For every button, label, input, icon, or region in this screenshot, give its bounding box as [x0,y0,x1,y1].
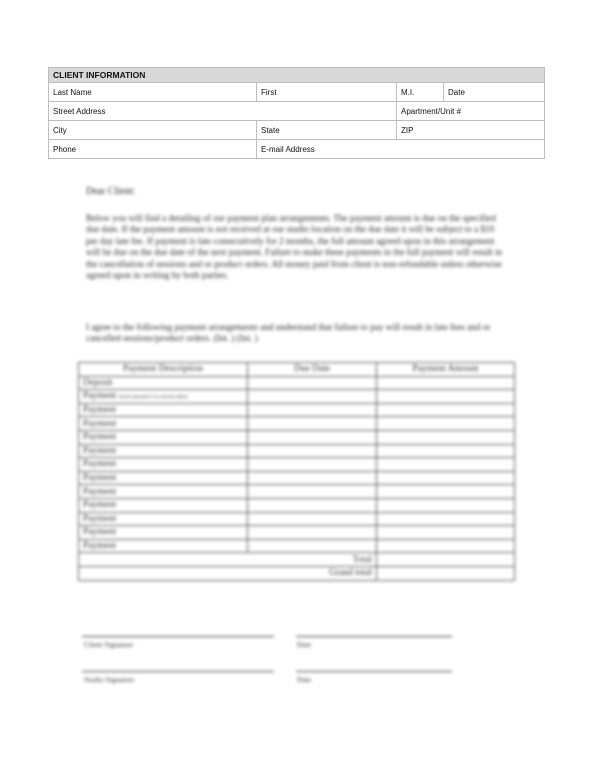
street-address-field[interactable]: Street Address [49,102,397,121]
payment-description-cell[interactable] [79,430,248,444]
column-header-due-date: Due Date [248,363,377,377]
payment-description-cell[interactable] [79,471,248,485]
due-date-cell[interactable] [248,539,377,553]
payment-description-cell[interactable] [79,512,248,526]
table-row [79,430,515,444]
studio-date-line[interactable] [296,671,452,672]
due-date-cell[interactable] [248,403,377,417]
payment-amount-cell[interactable] [377,498,515,512]
payment-amount-cell[interactable] [377,417,515,431]
payment-description-cell[interactable] [79,376,248,390]
total-amount-cell[interactable] [377,553,515,567]
last-name-field[interactable]: Last Name [49,83,257,102]
due-date-cell[interactable] [248,526,377,540]
table-row [79,376,515,390]
table-row [79,458,515,472]
payment-description-cell[interactable] [79,498,248,512]
payment-description-text: Payment [83,473,117,484]
payment-description-text: Payment [83,418,117,429]
middle-initial-field[interactable]: M.I. [397,83,444,102]
table-row [79,539,515,553]
letter-salutation: Dear Client: [86,186,136,197]
payment-description-cell[interactable] [79,390,248,404]
table-row [79,403,515,417]
letter-paragraph-terms: Below you will find a detailing of our payment plan arrangements. The payment amount is due on the specified due date. If the payment amount is not received at our studio location on the due date it will be subject to a $10 per day late fee. If payment is late consecutively for 2 months, the full amount agreed upon in this arrangement will be due on the due date of the next payment. Failure to make these payments in the full payment will result in the cancellation of sessions and or product orders. All money paid from client is non-refundable unless otherwise agreed upon in writing by both parties. [86,213,503,281]
due-date-cell[interactable] [248,458,377,472]
payment-description-text: Payment [83,459,117,470]
total-label: Total [79,553,377,567]
payment-description-cell[interactable] [79,539,248,553]
payment-amount-cell[interactable] [377,430,515,444]
due-date-cell[interactable] [248,417,377,431]
phone-field[interactable]: Phone [49,140,257,159]
payment-description-text: Payment [83,500,117,511]
payment-description-text: Payment [83,486,117,497]
client-information-heading: CLIENT INFORMATION [49,68,545,83]
payment-description-text: Payment [83,405,117,416]
client-signature-line[interactable] [82,636,274,637]
payment-description-text: Payment [83,432,117,443]
due-date-cell[interactable] [248,471,377,485]
table-row [79,498,515,512]
table-row [79,444,515,458]
client-information-table [48,67,545,159]
column-header-description: Payment Description [79,363,248,377]
client-date-line[interactable] [296,636,452,637]
column-header-payment-amount: Payment Amount [377,363,515,377]
grand-total-label: Grand total [79,566,377,580]
table-row [79,485,515,499]
payment-description-text: Payment [83,541,117,552]
payment-amount-cell[interactable] [377,376,515,390]
table-row [79,390,515,404]
payment-description-cell[interactable] [79,458,248,472]
payment-description-cell[interactable] [79,526,248,540]
payment-description-text: Deposit [83,377,113,388]
payment-description-text: Payment [83,445,117,456]
date-field[interactable]: Date [444,83,545,102]
first-name-field[interactable]: First [257,83,397,102]
payment-description-cell[interactable] [79,485,248,499]
email-field[interactable]: E-mail Address [257,140,545,159]
state-field[interactable]: State [257,121,397,140]
apartment-unit-field[interactable]: Apartment/Unit # [397,102,545,121]
city-field[interactable]: City [49,121,257,140]
payment-amount-cell[interactable] [377,390,515,404]
payment-description-text: Payment [83,391,117,402]
payment-description-cell[interactable] [79,417,248,431]
payment-amount-cell[interactable] [377,471,515,485]
payment-schedule-table [78,362,515,581]
grand-total-amount-cell[interactable] [377,566,515,580]
payment-amount-cell[interactable] [377,403,515,417]
due-date-cell[interactable] [248,498,377,512]
due-date-cell[interactable] [248,485,377,499]
payment-amount-cell[interactable] [377,539,515,553]
zip-field[interactable]: ZIP [397,121,545,140]
studio-signature-line[interactable] [82,671,274,672]
studio-signature-label: Studio Signature [84,675,135,684]
due-date-cell[interactable] [248,390,377,404]
table-row [79,417,515,431]
payment-amount-cell[interactable] [377,458,515,472]
payment-description-text: Payment [83,513,117,524]
payment-note-text: (insert payment # or session dates) [118,395,188,401]
table-row [79,471,515,485]
client-date-label: Date [297,640,312,649]
table-row [79,512,515,526]
payment-amount-cell[interactable] [377,444,515,458]
due-date-cell[interactable] [248,444,377,458]
client-signature-label: Client Signature [84,640,133,649]
due-date-cell[interactable] [248,430,377,444]
due-date-cell[interactable] [248,512,377,526]
studio-date-label: Date [297,675,312,684]
payment-amount-cell[interactable] [377,485,515,499]
payment-description-cell[interactable] [79,403,248,417]
payment-description-cell[interactable] [79,444,248,458]
payment-amount-cell[interactable] [377,512,515,526]
due-date-cell[interactable] [248,376,377,390]
letter-paragraph-agreement: I agree to the following payment arrangements and understand that failure to pay will result in late fees and or cancelled sessions/product orders. (Int. ) (Int. ) [86,322,491,344]
payment-description-text: Payment [83,527,117,538]
payment-amount-cell[interactable] [377,526,515,540]
table-row [79,526,515,540]
